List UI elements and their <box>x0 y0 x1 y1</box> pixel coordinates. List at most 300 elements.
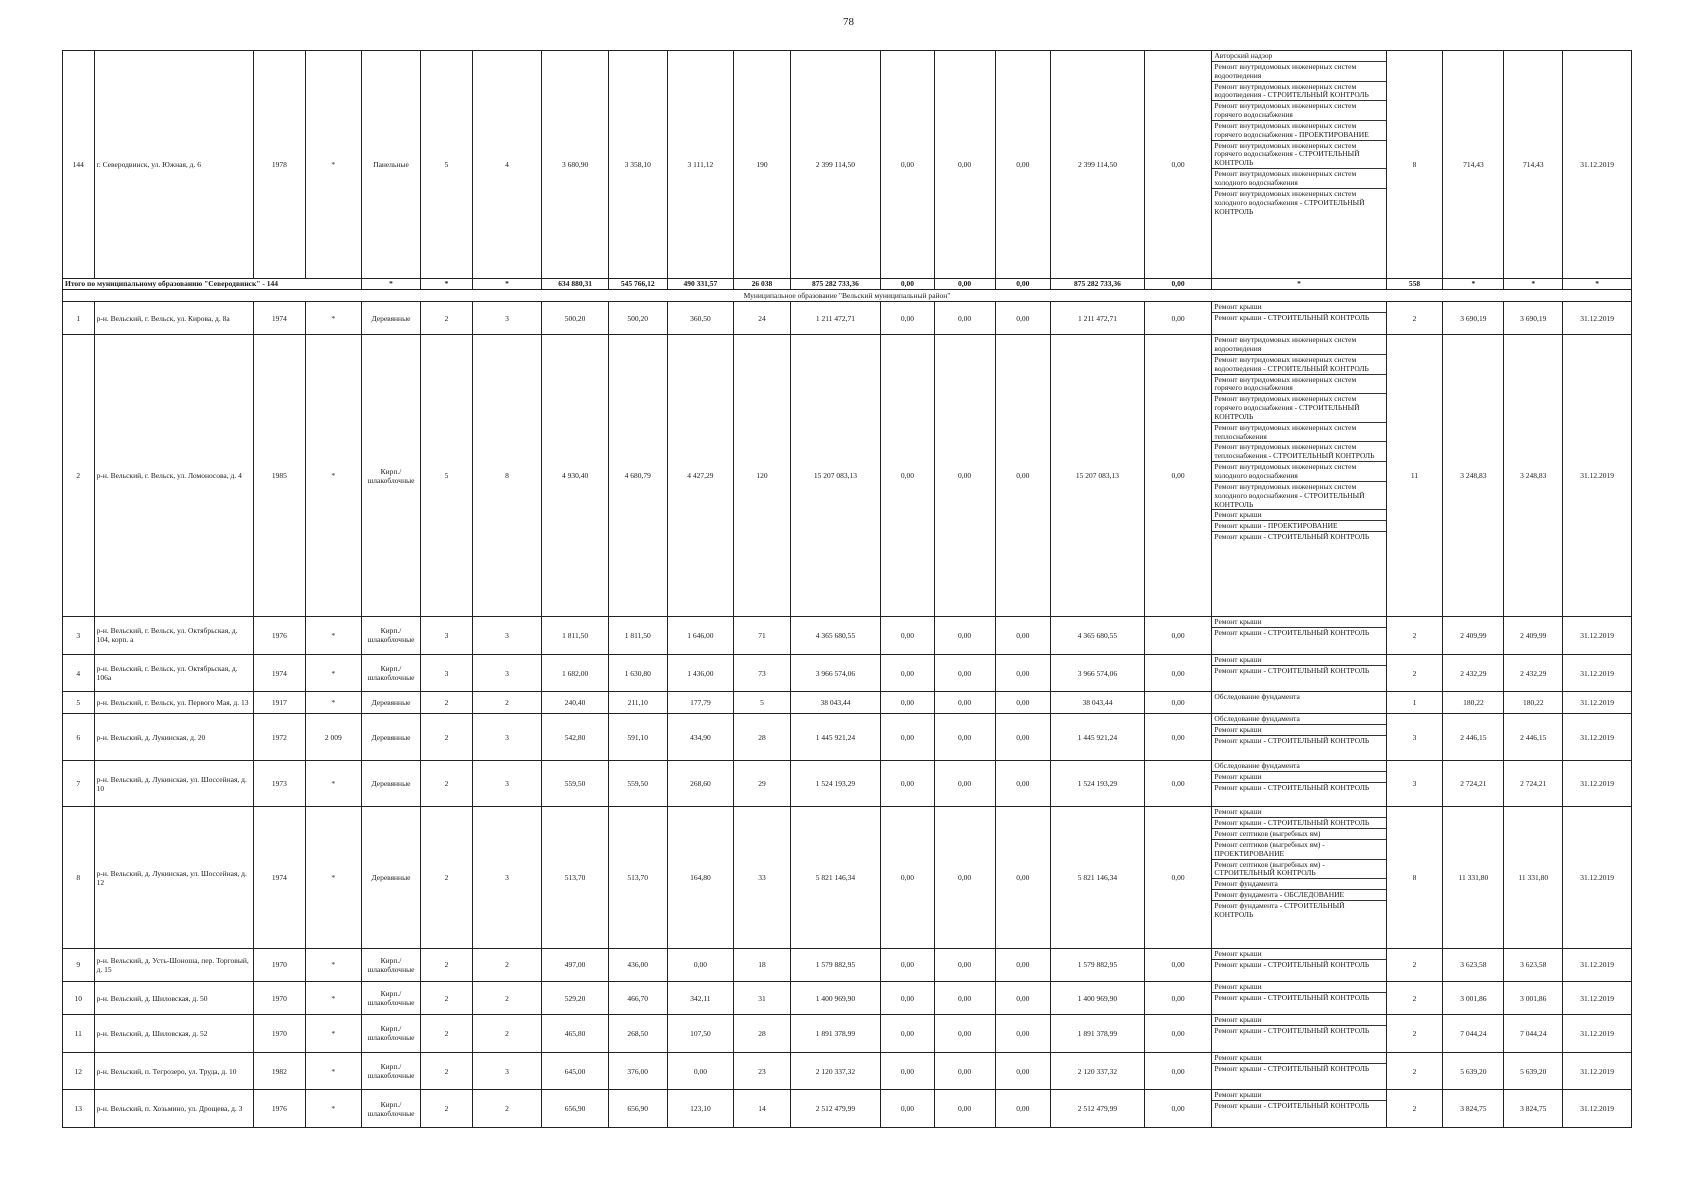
cell-fund-owners: 1 579 882,95 <box>1051 948 1145 981</box>
cell-address: р-н. Вельский, д. Шиловская, д. 52 <box>94 1015 253 1053</box>
cell-fund-local: 0,00 <box>995 51 1051 279</box>
cell-residential-area: 1 811,50 <box>608 617 667 655</box>
cell-total-area: 645,00 <box>542 1052 608 1090</box>
cell-residents: 120 <box>734 335 791 617</box>
cell-fund-owners: 5 821 146,34 <box>1051 807 1145 949</box>
cell-fund-federal: 0,00 <box>881 692 934 714</box>
cell-year-built: 1974 <box>253 654 305 692</box>
cell-fund-federal: 0,00 <box>881 948 934 981</box>
work-type-item: Ремонт крыши - СТРОИТЕЛЬНЫЙ КОНТРОЛЬ <box>1214 312 1370 322</box>
work-type-item: Ремонт крыши <box>1212 655 1385 666</box>
cell-wall-material: Кирп./ шлакоблочные <box>361 981 421 1014</box>
cell-unit-cost: 5 639,20 <box>1443 1052 1504 1090</box>
total-cell-people: 26 038 <box>734 278 791 289</box>
cell-row-number: 3 <box>63 617 95 655</box>
work-type-item: Ремонт внутридомовых инженерных систем горячего водоснабжения <box>1212 375 1385 395</box>
cell-total-cost: 2 399 114,50 <box>790 51 880 279</box>
cell-residential-area: 466,70 <box>608 981 667 1014</box>
cell-residential-area: 376,00 <box>608 1052 667 1090</box>
cell-unit-cost: 180,22 <box>1443 692 1504 714</box>
cell-wall-material: Кирп./ шлакоблочные <box>361 335 421 617</box>
cell-completion-date: 31.12.2019 <box>1563 760 1632 806</box>
cell-floors: 2 <box>421 1015 472 1053</box>
cell-work-types <box>1212 692 1386 714</box>
cell-total-cost: 3 966 574,06 <box>790 654 880 692</box>
cell-total-area: 1 682,00 <box>542 654 608 692</box>
cell-address: р-н. Вельский, г. Вельск, ул. Октябрьская, д. 106а <box>94 654 253 692</box>
cell-fund-regional: 0,00 <box>934 1015 995 1053</box>
cell-wall-material: Деревянные <box>361 692 421 714</box>
cell-work-types <box>1212 301 1386 334</box>
work-type-item: Ремонт крыши - СТРОИТЕЛЬНЫЙ КОНТРОЛЬ <box>1214 782 1370 792</box>
cell-unit-cost-limit: 3 824,75 <box>1504 1090 1563 1128</box>
cell-floors: 2 <box>421 948 472 981</box>
cell-row-number: 6 <box>63 714 95 760</box>
cell-wall-material: Деревянные <box>361 760 421 806</box>
cell-work-count: 2 <box>1386 654 1443 692</box>
cell-wall-material: Кирп./ шлакоблочные <box>361 617 421 655</box>
cell-total-cost: 5 821 146,34 <box>790 807 880 949</box>
cell-work-count: 2 <box>1386 617 1443 655</box>
cell-fund-federal: 0,00 <box>881 1015 934 1053</box>
cell-year-built: 1976 <box>253 617 305 655</box>
cell-fund-local: 0,00 <box>995 335 1051 617</box>
cell-address: р-н. Вельский, д. Усть-Шоноша, пер. Торговый, д. 15 <box>94 948 253 981</box>
work-type-item: Ремонт крыши <box>1212 772 1385 783</box>
cell-unit-cost: 714,43 <box>1443 51 1504 279</box>
cell-year-reconstructed: * <box>305 654 361 692</box>
table-row <box>63 654 1632 692</box>
register-table <box>62 50 1632 1128</box>
work-type-item: Ремонт крыши <box>1212 807 1385 818</box>
cell-fund-local: 0,00 <box>995 807 1051 949</box>
cell-fund-other: 0,00 <box>1144 981 1212 1014</box>
cell-entrances: 3 <box>472 654 542 692</box>
cell-fund-other: 0,00 <box>1144 692 1212 714</box>
cell-work-types <box>1212 807 1386 949</box>
work-type-item: Ремонт внутридомовых инженерных систем горячего водоснабжения - ПРОЕКТИРОВАНИЕ <box>1212 121 1385 141</box>
work-type-item: Ремонт крыши <box>1212 510 1385 521</box>
total-cell-fund5: 0,00 <box>1144 278 1212 289</box>
cell-fund-federal: 0,00 <box>881 335 934 617</box>
cell-unit-cost: 2 432,29 <box>1443 654 1504 692</box>
cell-year-reconstructed: * <box>305 981 361 1014</box>
cell-floors: 5 <box>421 335 472 617</box>
cell-fund-regional: 0,00 <box>934 335 995 617</box>
cell-completion-date: 31.12.2019 <box>1563 981 1632 1014</box>
cell-total-cost: 1 211 472,71 <box>790 301 880 334</box>
cell-wall-material: Кирп./ шлакоблочные <box>361 948 421 981</box>
table-row <box>63 760 1632 806</box>
cell-work-types <box>1212 714 1386 760</box>
work-type-item: Ремонт крыши - ПРОЕКТИРОВАНИЕ <box>1212 521 1385 532</box>
cell-total-cost: 4 365 680,55 <box>790 617 880 655</box>
cell-total-area: 240,40 <box>542 692 608 714</box>
cell-fund-regional: 0,00 <box>934 692 995 714</box>
cell-unit-cost-limit: 7 044,24 <box>1504 1015 1563 1053</box>
cell-fund-owners: 3 966 574,06 <box>1051 654 1145 692</box>
cell-total-cost: 1 445 921,24 <box>790 714 880 760</box>
cell-fund-other: 0,00 <box>1144 1052 1212 1090</box>
table-row <box>63 335 1632 617</box>
cell-address: р-н. Вельский, г. Вельск, ул. Первого Мая, д. 13 <box>94 692 253 714</box>
cell-row-number: 4 <box>63 654 95 692</box>
cell-year-reconstructed: * <box>305 51 361 279</box>
cell-private-area: 360,50 <box>667 301 733 334</box>
cell-fund-owners: 38 043,44 <box>1051 692 1145 714</box>
cell-residential-area: 211,10 <box>608 692 667 714</box>
municipality-header-row <box>63 289 1632 301</box>
cell-residents: 71 <box>734 617 791 655</box>
cell-wall-material: Панельные <box>361 51 421 279</box>
cell-floors: 2 <box>421 301 472 334</box>
cell-unit-cost-limit: 3 248,83 <box>1504 335 1563 617</box>
cell-total-area: 542,80 <box>542 714 608 760</box>
work-type-item: Ремонт крыши - СТРОИТЕЛЬНЫЙ КОНТРОЛЬ <box>1214 1063 1370 1073</box>
cell-entrances: 3 <box>472 1052 542 1090</box>
cell-fund-other: 0,00 <box>1144 807 1212 949</box>
work-type-item: Ремонт крыши <box>1212 1053 1385 1064</box>
cell-fund-other: 0,00 <box>1144 714 1212 760</box>
page-number: 78 <box>843 16 854 28</box>
cell-residential-area: 4 680,79 <box>608 335 667 617</box>
cell-private-area: 434,90 <box>667 714 733 760</box>
work-type-item: Ремонт фундамента - ОБСЛЕДОВАНИЕ <box>1212 890 1385 901</box>
cell-unit-cost: 11 331,80 <box>1443 807 1504 949</box>
cell-fund-local: 0,00 <box>995 1052 1051 1090</box>
cell-row-number: 11 <box>63 1015 95 1053</box>
cell-work-count: 2 <box>1386 1015 1443 1053</box>
work-type-item: Обследование фундамента <box>1212 761 1385 772</box>
cell-completion-date: 31.12.2019 <box>1563 301 1632 334</box>
total-cell-works: * <box>1212 278 1386 289</box>
cell-fund-other: 0,00 <box>1144 1015 1212 1053</box>
cell-entrances: 3 <box>472 617 542 655</box>
work-type-item: Ремонт крыши - СТРОИТЕЛЬНЫЙ КОНТРОЛЬ <box>1214 665 1370 675</box>
cell-floors: 2 <box>421 692 472 714</box>
total-cell-fund4: 875 282 733,36 <box>1051 278 1145 289</box>
cell-unit-cost: 3 824,75 <box>1443 1090 1504 1128</box>
cell-fund-other: 0,00 <box>1144 1090 1212 1128</box>
cell-total-cost: 1 579 882,95 <box>790 948 880 981</box>
work-type-item: Ремонт внутридомовых инженерных систем горячего водоснабжения - СТРОИТЕЛЬНЫЙ КОНТРОЛЬ <box>1212 141 1385 170</box>
cell-row-number: 12 <box>63 1052 95 1090</box>
cell-year-built: 1972 <box>253 714 305 760</box>
cell-total-cost: 2 512 479,99 <box>790 1090 880 1128</box>
cell-fund-regional: 0,00 <box>934 617 995 655</box>
municipality-title: Муниципальное образование "Вельский муниципальный район" <box>63 289 1632 301</box>
cell-private-area: 0,00 <box>667 1052 733 1090</box>
cell-fund-local: 0,00 <box>995 714 1051 760</box>
table-row <box>63 301 1632 334</box>
cell-total-area: 500,20 <box>542 301 608 334</box>
cell-work-types <box>1212 1015 1386 1053</box>
work-type-item: Авторский надзор <box>1212 51 1385 62</box>
cell-entrances: 2 <box>472 981 542 1014</box>
cell-floors: 2 <box>421 714 472 760</box>
cell-entrances: 2 <box>472 692 542 714</box>
work-type-item: Обследование фундамента <box>1212 714 1385 725</box>
work-type-item: Ремонт внутридомовых инженерных систем холодного водоснабжения <box>1212 169 1385 189</box>
cell-row-number: 8 <box>63 807 95 949</box>
cell-entrances: 3 <box>472 301 542 334</box>
cell-unit-cost: 7 044,24 <box>1443 1015 1504 1053</box>
cell-row-number: 2 <box>63 335 95 617</box>
cell-address: р-н. Вельский, д. Лукинская, ул. Шоссейная, д. 10 <box>94 760 253 806</box>
cell-fund-owners: 15 207 083,13 <box>1051 335 1145 617</box>
cell-unit-cost: 3 248,83 <box>1443 335 1504 617</box>
cell-fund-regional: 0,00 <box>934 948 995 981</box>
cell-residents: 29 <box>734 760 791 806</box>
work-type-item: Ремонт внутридомовых инженерных систем холодного водоснабжения <box>1212 462 1385 482</box>
cell-completion-date: 31.12.2019 <box>1563 692 1632 714</box>
cell-total-area: 497,00 <box>542 948 608 981</box>
cell-entrances: 4 <box>472 51 542 279</box>
cell-wall-material: Кирп./ шлакоблочные <box>361 1052 421 1090</box>
cell-row-number: 10 <box>63 981 95 1014</box>
total-cell-c2: * <box>421 278 472 289</box>
cell-address: р-н. Вельский, п. Тегрозеро, ул. Труда, д. 10 <box>94 1052 253 1090</box>
cell-floors: 3 <box>421 617 472 655</box>
cell-fund-owners: 2 399 114,50 <box>1051 51 1145 279</box>
cell-entrances: 2 <box>472 1090 542 1128</box>
cell-completion-date: 31.12.2019 <box>1563 1090 1632 1128</box>
cell-fund-owners: 1 400 969,90 <box>1051 981 1145 1014</box>
cell-fund-owners: 2 512 479,99 <box>1051 1090 1145 1128</box>
work-type-item: Обследование фундамента <box>1214 692 1300 702</box>
cell-year-reconstructed: * <box>305 948 361 981</box>
cell-work-types <box>1212 948 1386 981</box>
cell-floors: 2 <box>421 981 472 1014</box>
cell-residential-area: 1 630,80 <box>608 654 667 692</box>
cell-work-types <box>1212 1052 1386 1090</box>
table-row <box>63 692 1632 714</box>
cell-private-area: 107,50 <box>667 1015 733 1053</box>
cell-private-area: 3 111,12 <box>667 51 733 279</box>
work-type-item: Ремонт крыши <box>1212 949 1385 960</box>
total-cell-area-pr: 490 331,57 <box>667 278 733 289</box>
cell-fund-local: 0,00 <box>995 692 1051 714</box>
cell-unit-cost: 3 001,86 <box>1443 981 1504 1014</box>
cell-work-types <box>1212 760 1386 806</box>
cell-fund-other: 0,00 <box>1144 760 1212 806</box>
cell-unit-cost-limit: 11 331,80 <box>1504 807 1563 949</box>
work-type-item: Ремонт крыши - СТРОИТЕЛЬНЫЙ КОНТРОЛЬ <box>1214 1026 1370 1035</box>
cell-total-area: 1 811,50 <box>542 617 608 655</box>
cell-unit-cost: 3 623,58 <box>1443 948 1504 981</box>
cell-completion-date: 31.12.2019 <box>1563 654 1632 692</box>
cell-completion-date: 31.12.2019 <box>1563 51 1632 279</box>
cell-fund-regional: 0,00 <box>934 807 995 949</box>
cell-unit-cost-limit: 2 409,99 <box>1504 617 1563 655</box>
cell-work-types <box>1212 335 1386 617</box>
cell-completion-date: 31.12.2019 <box>1563 714 1632 760</box>
cell-private-area: 164,80 <box>667 807 733 949</box>
cell-year-built: 1974 <box>253 301 305 334</box>
cell-work-count: 2 <box>1386 981 1443 1014</box>
cell-work-types <box>1212 654 1386 692</box>
cell-unit-cost-limit: 180,22 <box>1504 692 1563 714</box>
cell-row-number: 7 <box>63 760 95 806</box>
table-row <box>63 1015 1632 1053</box>
table-row <box>63 714 1632 760</box>
cell-floors: 2 <box>421 760 472 806</box>
cell-fund-owners: 2 120 337,32 <box>1051 1052 1145 1090</box>
cell-year-built: 1976 <box>253 1090 305 1128</box>
total-cell-fund2: 0,00 <box>934 278 995 289</box>
cell-wall-material: Кирп./ шлакоблочные <box>361 654 421 692</box>
cell-total-cost: 2 120 337,32 <box>790 1052 880 1090</box>
cell-total-cost: 15 207 083,13 <box>790 335 880 617</box>
cell-fund-federal: 0,00 <box>881 981 934 1014</box>
cell-entrances: 2 <box>472 948 542 981</box>
cell-residents: 190 <box>734 51 791 279</box>
work-type-item: Ремонт крыши <box>1212 302 1385 313</box>
cell-address: р-н. Вельский, д. Лукинская, д. 20 <box>94 714 253 760</box>
cell-residents: 5 <box>734 692 791 714</box>
cell-residential-area: 268,50 <box>608 1015 667 1053</box>
cell-unit-cost-limit: 3 623,58 <box>1504 948 1563 981</box>
cell-fund-federal: 0,00 <box>881 617 934 655</box>
cell-entrances: 3 <box>472 760 542 806</box>
total-cell-c3: * <box>472 278 542 289</box>
work-type-item: Ремонт крыши - СТРОИТЕЛЬНЫЙ КОНТРОЛЬ <box>1214 1101 1370 1111</box>
cell-address: г. Северодвинск, ул. Южная, д. 6 <box>94 51 253 279</box>
cell-work-count: 11 <box>1386 335 1443 617</box>
cell-fund-regional: 0,00 <box>934 714 995 760</box>
cell-work-count: 8 <box>1386 51 1443 279</box>
cell-work-count: 8 <box>1386 807 1443 949</box>
cell-completion-date: 31.12.2019 <box>1563 335 1632 617</box>
cell-total-area: 656,90 <box>542 1090 608 1128</box>
cell-floors: 2 <box>421 807 472 949</box>
cell-completion-date: 31.12.2019 <box>1563 617 1632 655</box>
work-type-item: Ремонт фундамента <box>1212 879 1385 890</box>
work-type-item: Ремонт крыши - СТРОИТЕЛЬНЫЙ КОНТРОЛЬ <box>1214 736 1370 746</box>
cell-year-reconstructed: * <box>305 760 361 806</box>
cell-total-area: 4 930,40 <box>542 335 608 617</box>
cell-year-built: 1917 <box>253 692 305 714</box>
cell-fund-federal: 0,00 <box>881 654 934 692</box>
cell-work-count: 2 <box>1386 1090 1443 1128</box>
cell-fund-other: 0,00 <box>1144 301 1212 334</box>
cell-residents: 31 <box>734 981 791 1014</box>
cell-floors: 2 <box>421 1052 472 1090</box>
cell-total-area: 465,80 <box>542 1015 608 1053</box>
cell-total-cost: 1 891 378,99 <box>790 1015 880 1053</box>
cell-year-built: 1985 <box>253 335 305 617</box>
table-row <box>63 807 1632 949</box>
cell-residential-area: 559,50 <box>608 760 667 806</box>
cell-private-area: 4 427,29 <box>667 335 733 617</box>
cell-address: р-н. Вельский, д. Шиловская, д. 50 <box>94 981 253 1014</box>
cell-fund-regional: 0,00 <box>934 981 995 1014</box>
cell-residents: 18 <box>734 948 791 981</box>
cell-residential-area: 513,70 <box>608 807 667 949</box>
cell-fund-local: 0,00 <box>995 981 1051 1014</box>
cell-fund-regional: 0,00 <box>934 301 995 334</box>
cell-unit-cost-limit: 2 446,15 <box>1504 714 1563 760</box>
cell-residential-area: 436,00 <box>608 948 667 981</box>
cell-unit-cost-limit: 2 432,29 <box>1504 654 1563 692</box>
work-type-item: Ремонт септиков (выгребных ям) - ПРОЕКТИРОВАНИЕ <box>1212 840 1385 860</box>
cell-year-reconstructed: * <box>305 692 361 714</box>
cell-wall-material: Кирп./ шлакоблочные <box>361 1015 421 1053</box>
cell-year-reconstructed: 2 009 <box>305 714 361 760</box>
cell-fund-local: 0,00 <box>995 1015 1051 1053</box>
total-cell-area: 634 880,31 <box>542 278 608 289</box>
cell-unit-cost-limit: 5 639,20 <box>1504 1052 1563 1090</box>
cell-year-reconstructed: * <box>305 617 361 655</box>
cell-row-number: 9 <box>63 948 95 981</box>
cell-entrances: 3 <box>472 714 542 760</box>
work-type-item: Ремонт септиков (выгребных ям) <box>1212 829 1385 840</box>
cell-year-built: 1982 <box>253 1052 305 1090</box>
cell-work-types <box>1212 1090 1386 1128</box>
cell-row-number: 1 <box>63 301 95 334</box>
cell-fund-federal: 0,00 <box>881 807 934 949</box>
cell-fund-local: 0,00 <box>995 1090 1051 1128</box>
cell-private-area: 342,11 <box>667 981 733 1014</box>
cell-fund-other: 0,00 <box>1144 335 1212 617</box>
cell-completion-date: 31.12.2019 <box>1563 1015 1632 1053</box>
cell-fund-owners: 1 445 921,24 <box>1051 714 1145 760</box>
work-type-item: Ремонт внутридомовых инженерных систем холодного водоснабжения - СТРОИТЕЛЬНЫЙ КОНТРОЛЬ <box>1214 188 1365 216</box>
work-type-item: Ремонт внутридомовых инженерных систем горячего водоснабжения <box>1212 101 1385 121</box>
cell-residential-area: 500,20 <box>608 301 667 334</box>
cell-floors: 3 <box>421 654 472 692</box>
cell-address: р-н. Вельский, г. Вельск, ул. Октябрьская, д. 104, корп. а <box>94 617 253 655</box>
cell-residents: 24 <box>734 301 791 334</box>
work-type-item: Ремонт крыши <box>1212 725 1385 736</box>
cell-wall-material: Деревянные <box>361 301 421 334</box>
cell-residents: 28 <box>734 714 791 760</box>
work-type-item: Ремонт внутридомовых инженерных систем теплоснабжения <box>1212 423 1385 443</box>
cell-wall-material: Деревянные <box>361 807 421 949</box>
work-type-item: Ремонт крыши <box>1212 1015 1385 1026</box>
cell-work-count: 3 <box>1386 760 1443 806</box>
cell-fund-owners: 1 524 193,29 <box>1051 760 1145 806</box>
work-type-item: Ремонт крыши <box>1212 617 1385 628</box>
cell-total-cost: 38 043,44 <box>790 692 880 714</box>
cell-work-count: 2 <box>1386 301 1443 334</box>
cell-fund-local: 0,00 <box>995 654 1051 692</box>
work-type-item: Ремонт крыши - СТРОИТЕЛЬНЫЙ КОНТРОЛЬ <box>1214 532 1370 542</box>
work-type-item: Ремонт крыши <box>1212 1090 1385 1101</box>
cell-address: р-н. Вельский, п. Хозьмино, ул. Дрощева, д. 3 <box>94 1090 253 1128</box>
cell-unit-cost: 2 409,99 <box>1443 617 1504 655</box>
cell-year-built: 1970 <box>253 981 305 1014</box>
cell-year-built: 1978 <box>253 51 305 279</box>
cell-residents: 23 <box>734 1052 791 1090</box>
cell-entrances: 2 <box>472 1015 542 1053</box>
table-row <box>63 1052 1632 1090</box>
cell-fund-other: 0,00 <box>1144 51 1212 279</box>
cell-address: р-н. Вельский, г. Вельск, ул. Кирова, д. 8а <box>94 301 253 334</box>
cell-fund-owners: 1 891 378,99 <box>1051 1015 1145 1053</box>
cell-residential-area: 591,10 <box>608 714 667 760</box>
cell-fund-federal: 0,00 <box>881 301 934 334</box>
table-row <box>63 617 1632 655</box>
cell-row-number: 13 <box>63 1090 95 1128</box>
cell-wall-material: Деревянные <box>361 714 421 760</box>
cell-residents: 14 <box>734 1090 791 1128</box>
cell-fund-regional: 0,00 <box>934 1052 995 1090</box>
cell-fund-other: 0,00 <box>1144 617 1212 655</box>
cell-work-types <box>1212 981 1386 1014</box>
cell-year-built: 1973 <box>253 760 305 806</box>
cell-fund-federal: 0,00 <box>881 1090 934 1128</box>
